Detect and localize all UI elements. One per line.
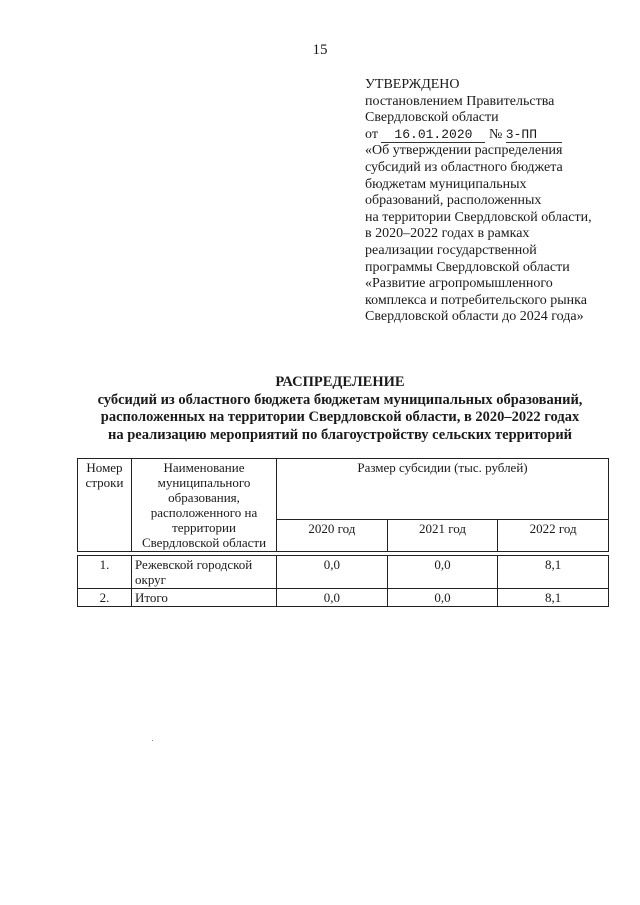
subject-line: на территории Свердловской области, bbox=[365, 209, 592, 225]
approval-line-2: Свердловской области bbox=[365, 110, 499, 126]
approval-number: 3-ПП bbox=[506, 128, 562, 143]
row-num: 1. bbox=[78, 556, 132, 589]
document-heading bbox=[40, 374, 640, 444]
subject-line: в 2020–2022 годах в рамках bbox=[365, 226, 530, 242]
table-row bbox=[78, 556, 609, 589]
row-value-2020: 0,0 bbox=[277, 556, 388, 589]
row-num: 2. bbox=[78, 589, 132, 607]
approval-date-line bbox=[365, 127, 630, 144]
heading-line-3: на реализацию мероприятий по благоустройству сельских территорий bbox=[107, 426, 573, 443]
approval-block bbox=[365, 77, 630, 326]
approval-line-1: постановлением Правительства bbox=[365, 93, 555, 109]
subject-line: комплекса и потребительского рынка bbox=[365, 292, 587, 308]
heading-line-1: субсидий из областного бюджета бюджетам муниципальных образований, bbox=[97, 391, 583, 408]
subject-line: субсидий из областного бюджета bbox=[365, 159, 563, 175]
subject-line: «Об утверждении распределения bbox=[365, 143, 563, 159]
subject-line: реализации государственной bbox=[365, 242, 537, 258]
row-value-2021: 0,0 bbox=[387, 589, 498, 607]
subject-line: программы Свердловской области bbox=[365, 259, 570, 275]
row-value-2020: 0,0 bbox=[277, 589, 388, 607]
row-name: Режевской городской округ bbox=[132, 556, 277, 589]
row-name: Итого bbox=[132, 589, 277, 607]
page-number: 15 bbox=[312, 42, 328, 58]
table-row bbox=[78, 589, 609, 607]
header-num: Номер строки bbox=[78, 459, 132, 552]
header-year-2020: 2020 год bbox=[277, 520, 388, 552]
table-header-row bbox=[78, 459, 609, 520]
header-year-2022: 2022 год bbox=[498, 520, 609, 552]
row-value-2022: 8,1 bbox=[498, 589, 609, 607]
approval-title: УТВЕРЖДЕНО bbox=[365, 77, 460, 92]
subsidy-table bbox=[77, 458, 609, 607]
header-year-2021: 2021 год bbox=[387, 520, 498, 552]
date-prefix: от bbox=[365, 126, 378, 142]
scan-speck bbox=[152, 740, 153, 741]
subject-line: «Развитие агропромышленного bbox=[365, 276, 553, 292]
header-name: Наименование муниципального образования, расположенного на территории Свердловской области bbox=[132, 459, 277, 552]
row-value-2022: 8,1 bbox=[498, 556, 609, 589]
row-value-2021: 0,0 bbox=[387, 556, 498, 589]
subject-line: образований, расположенных bbox=[365, 193, 542, 209]
header-amount: Размер субсидии (тыс. рублей) bbox=[277, 459, 609, 520]
heading-line-2: расположенных на территории Свердловской области, в 2020–2022 годах bbox=[100, 409, 580, 425]
subject-line: бюджетам муниципальных bbox=[365, 176, 527, 192]
subject-line: Свердловской области до 2024 года» bbox=[365, 309, 584, 325]
number-prefix: № bbox=[488, 126, 503, 142]
heading-title: РАСПРЕДЕЛЕНИЕ bbox=[275, 374, 405, 390]
approval-date: 16.01.2020 bbox=[381, 128, 485, 143]
